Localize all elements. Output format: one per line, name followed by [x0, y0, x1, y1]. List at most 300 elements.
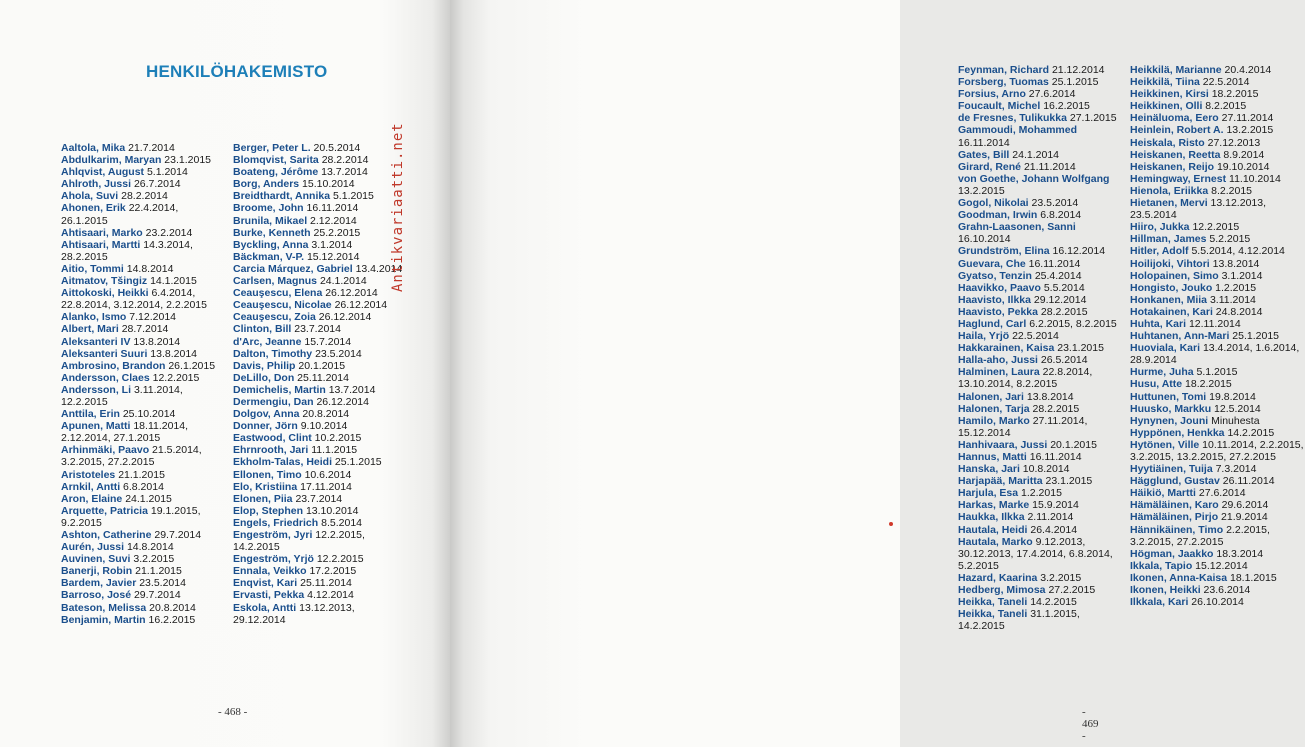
index-entry — [61, 384, 226, 408]
entry-name: von Goethe, Johann Wolfgang — [958, 172, 1110, 185]
entry-name: Abdulkarim, Maryan — [61, 154, 162, 167]
index-entry — [61, 553, 226, 565]
entry-dates: 21.11.2014 — [1023, 160, 1076, 173]
entry-name: Elonen, Piia — [233, 492, 293, 505]
index-entry — [233, 287, 403, 299]
index-entry — [61, 323, 226, 335]
entry-dates: 17.2.2015 — [309, 565, 357, 578]
entry-dates: 14.2.2015 — [1030, 596, 1077, 609]
entry-name: Haavisto, Ilkka — [958, 293, 1031, 306]
entry-dates: 16.2.2015 — [148, 613, 196, 626]
entry-dates: 28.2.2014 — [121, 190, 168, 203]
entry-name: Hongisto, Jouko — [1130, 281, 1213, 294]
entry-name: Huusko, Markku — [1130, 402, 1212, 415]
entry-dates: 9.10.2014 — [300, 420, 348, 433]
entry-name: Burke, Kenneth — [233, 226, 311, 239]
index-entry — [61, 154, 226, 166]
entry-name: Halminen, Laura — [958, 366, 1040, 379]
entry-dates: 23.5.2014 — [315, 347, 362, 360]
entry-dates: 29.12.2014 — [1033, 293, 1087, 306]
index-entry — [1130, 245, 1305, 257]
index-entry — [958, 487, 1128, 499]
index-entry — [233, 336, 403, 348]
index-entry — [61, 190, 226, 202]
entry-name: Heikkilä, Tiina — [1130, 76, 1200, 89]
index-entry — [61, 444, 226, 468]
entry-name: Berger, Peter L. — [233, 142, 311, 154]
entry-dates: 2.11.2014 — [1027, 511, 1074, 524]
entry-name: Haila, Yrjö — [958, 330, 1010, 343]
entry-name: Häikiö, Martti — [1130, 487, 1196, 500]
entry-name: Gyatso, Tenzin — [958, 269, 1032, 282]
entry-name: Eastwood, Clint — [233, 432, 312, 445]
entry-dates: 27.2.2015 — [1048, 584, 1096, 597]
entry-name: Hiiro, Jukka — [1130, 221, 1190, 234]
entry-dates: 13.8.2014 — [1026, 390, 1074, 403]
entry-name: Hurme, Juha — [1130, 366, 1194, 379]
index-entry — [1130, 282, 1305, 294]
index-entry — [958, 330, 1128, 342]
index-entry — [61, 275, 226, 287]
index-entry — [958, 342, 1128, 354]
entry-name: Forsius, Arno — [958, 88, 1026, 101]
entry-dates: 14.3.2014, 28.2.2015 — [61, 238, 193, 263]
index-entry — [1130, 463, 1305, 475]
entry-name: Hitler, Adolf — [1130, 245, 1189, 258]
entry-name: Halla-aho, Jussi — [958, 354, 1038, 367]
index-entry — [1130, 233, 1305, 245]
entry-name: Foucault, Michel — [958, 100, 1041, 113]
index-title: HENKILÖHAKEMISTO — [146, 62, 328, 81]
entry-dates: 15.12.2014 — [1195, 559, 1248, 572]
index-entry — [958, 499, 1128, 511]
entry-name: Hakkarainen, Kaisa — [958, 342, 1055, 355]
entry-dates: 12.2.2015 — [152, 371, 200, 384]
entry-dates: 23.5.2014 — [1031, 197, 1079, 210]
index-entry — [233, 481, 403, 493]
entry-name: Hanhivaara, Jussi — [958, 438, 1048, 451]
entry-name: Grahn-Laasonen, Sanni — [958, 221, 1076, 234]
entry-name: Gogol, Nikolai — [958, 197, 1029, 210]
entry-dates: 16.11.2014 — [306, 202, 359, 215]
entry-name: Ahlroth, Jussi — [61, 178, 132, 191]
entry-dates: 14.1.2015 — [150, 275, 197, 288]
index-entry — [233, 263, 403, 275]
index-entry — [958, 463, 1128, 475]
entry-dates: 22.8.2014, 13.10.2014, 8.2.2015 — [958, 366, 1093, 391]
index-entry — [958, 270, 1128, 282]
entry-dates: 12.2.2015 — [316, 553, 364, 566]
index-entry — [233, 299, 403, 311]
index-entry — [1130, 524, 1305, 548]
entry-name: Aitmatov, Tšingiz — [61, 275, 148, 288]
entry-dates: 6.8.2014 — [1040, 209, 1082, 222]
entry-name: Enqvist, Kari — [233, 577, 298, 590]
index-entry — [1130, 197, 1305, 221]
entry-dates: 17.11.2014 — [300, 480, 352, 493]
entry-name: Haglund, Carl — [958, 317, 1027, 330]
index-entry — [958, 161, 1128, 173]
index-entry — [233, 469, 403, 481]
entry-dates: 22.4.2014, 26.1.2015 — [61, 202, 179, 227]
index-entry — [1130, 342, 1305, 366]
index-entry — [1130, 173, 1305, 185]
entry-name: Engeström, Jyri — [233, 529, 313, 541]
index-entry — [1130, 572, 1305, 584]
entry-dates: 29.6.2014 — [1221, 499, 1269, 512]
entry-name: Haavikko, Paavo — [958, 281, 1041, 294]
index-entry — [61, 142, 226, 154]
entry-name: Benjamin, Martin — [61, 613, 146, 626]
entry-dates: 13.2.2015 — [958, 184, 1005, 197]
entry-name: Ahlqvist, August — [61, 166, 145, 179]
entry-dates: 13.7.2014 — [321, 166, 368, 179]
entry-name: Hazard, Kaarina — [958, 571, 1038, 584]
index-entry — [61, 263, 226, 275]
entry-name: Ambrosino, Brandon — [61, 359, 166, 372]
index-entry — [1130, 149, 1305, 161]
entry-name: Hamilo, Marko — [958, 414, 1030, 427]
entry-name: DeLillo, Don — [233, 371, 295, 384]
entry-dates: 23.5.2014 — [139, 577, 186, 590]
index-entry — [61, 178, 226, 190]
entry-name: Heinlein, Robert A. — [1130, 124, 1224, 137]
index-entry — [958, 221, 1128, 245]
entry-name: Hautala, Heidi — [958, 523, 1028, 536]
entry-name: Huoviala, Kari — [1130, 342, 1201, 355]
entry-dates: 22.5.2014 — [1012, 330, 1059, 343]
entry-name: Hotakainen, Kari — [1130, 305, 1213, 318]
entry-name: Andersson, Claes — [61, 371, 150, 384]
entry-dates: 13.2.2015 — [1226, 124, 1274, 137]
entry-name: Bardem, Javier — [61, 577, 137, 590]
index-entry — [1130, 76, 1305, 88]
entry-name: Davis, Philip — [233, 359, 296, 372]
entry-dates: 12.2.2015, 14.2.2015 — [233, 529, 365, 554]
entry-name: Heikka, Taneli — [958, 608, 1028, 621]
entry-name: Apunen, Matti — [61, 420, 131, 433]
entry-dates: 8.2.2015 — [1211, 184, 1252, 197]
index-entry — [233, 142, 403, 154]
entry-name: Hanska, Jari — [958, 463, 1020, 476]
index-entry — [233, 589, 403, 601]
entry-name: d'Arc, Jeanne — [233, 335, 302, 348]
entry-dates: 8.2.2015 — [1205, 100, 1247, 113]
index-entry — [233, 311, 403, 323]
index-entry — [1130, 511, 1305, 523]
index-entry — [1130, 596, 1305, 608]
entry-name: Hytönen, Ville — [1130, 438, 1200, 451]
entry-dates: 13.4.2014, 1.6.2014, 28.9.2014 — [1130, 342, 1300, 367]
entry-dates: 28.2.2015 — [1032, 402, 1080, 415]
index-entry — [958, 149, 1128, 161]
entry-dates: 27.6.2014 — [1198, 487, 1246, 500]
index-entry — [233, 420, 403, 432]
entry-dates: 3.11.2014 — [1209, 293, 1256, 306]
entry-name: Harjula, Esa — [958, 487, 1019, 500]
entry-dates: 16.11.2014 — [1028, 257, 1081, 270]
entry-name: Banerji, Robin — [61, 565, 133, 578]
entry-name: Hannus, Matti — [958, 451, 1027, 463]
left-column-1 — [61, 142, 226, 626]
entry-name: Brunila, Mikael — [233, 214, 308, 227]
entry-dates: 25.1.2015 — [1232, 330, 1279, 343]
entry-name: Engels, Friedrich — [233, 516, 319, 529]
entry-name: Arnkil, Antti — [61, 480, 121, 493]
entry-dates: 6.2.2015, 8.2.2015 — [1029, 317, 1117, 330]
entry-dates: 24.1.2014 — [319, 275, 367, 288]
index-entry — [233, 444, 403, 456]
entry-dates: 5.1.2015 — [332, 190, 374, 203]
entry-dates: 25.2.2015 — [313, 226, 361, 239]
entry-dates: 5.5.2014, 4.12.2014 — [1191, 245, 1285, 258]
entry-name: Halonen, Jari — [958, 390, 1024, 403]
index-entry — [233, 432, 403, 444]
entry-name: Clinton, Bill — [233, 323, 292, 336]
entry-name: Hillman, James — [1130, 233, 1207, 246]
index-entry — [958, 112, 1128, 124]
entry-name: Ilkkala, Kari — [1130, 596, 1189, 609]
entry-dates: 16.2.2015 — [1043, 100, 1090, 113]
entry-dates: 15.12.2014 — [306, 250, 360, 263]
index-entry — [1130, 475, 1305, 487]
entry-name: Blomqvist, Sarita — [233, 154, 319, 167]
entry-name: Heiskanen, Reetta — [1130, 148, 1221, 161]
entry-dates: 26.12.2014 — [318, 311, 372, 324]
index-entry — [958, 173, 1128, 197]
entry-dates: 21.12.2014 — [1051, 64, 1105, 76]
entry-name: Byckling, Anna — [233, 238, 309, 251]
index-entry — [1130, 294, 1305, 306]
index-entry — [958, 209, 1128, 221]
entry-name: Ervasti, Pekka — [233, 589, 305, 602]
entry-name: Hägglund, Gustav — [1130, 475, 1220, 488]
index-entry — [958, 354, 1128, 366]
entry-name: Aron, Elaine — [61, 492, 123, 505]
entry-name: Hyppönen, Henkka — [1130, 426, 1225, 439]
entry-dates: 25.1.2015 — [1051, 76, 1099, 89]
entry-name: Heikkinen, Olli — [1130, 100, 1203, 113]
entry-name: Aitio, Tommi — [61, 262, 124, 275]
entry-dates: 13.12.2013, 23.5.2014 — [1130, 197, 1266, 222]
entry-dates: 12.2.2015 — [1192, 221, 1240, 234]
entry-name: Ceauşescu, Zoia — [233, 311, 316, 324]
entry-dates: 3.1.2014 — [311, 238, 353, 251]
red-mark — [889, 522, 893, 526]
index-entry — [61, 348, 226, 360]
entry-dates: 13.10.2014 — [305, 504, 359, 517]
index-entry — [958, 100, 1128, 112]
entry-name: Hyytiäinen, Tuija — [1130, 463, 1213, 476]
entry-dates: 6.8.2014 — [123, 480, 164, 493]
entry-name: Engeström, Yrjö — [233, 553, 314, 566]
index-entry — [61, 336, 226, 348]
entry-dates: 13.12.2013, 29.12.2014 — [233, 601, 355, 626]
entry-name: Ahtisaari, Marko — [61, 226, 143, 239]
entry-name: de Fresnes, Tulikukka — [958, 112, 1067, 125]
entry-name: Dermengiu, Dan — [233, 395, 314, 408]
index-entry — [61, 565, 226, 577]
index-entry — [958, 439, 1128, 451]
entry-dates: 26.1.2015 — [168, 359, 216, 372]
entry-dates: 13.8.2014 — [133, 335, 181, 348]
entry-name: Aleksanteri IV — [61, 335, 131, 348]
entry-dates: 15.10.2014 — [302, 178, 355, 191]
index-entry — [233, 348, 403, 360]
entry-dates: 21.1.2015 — [135, 565, 182, 578]
entry-name: Andersson, Li — [61, 383, 132, 396]
index-entry — [233, 190, 403, 202]
entry-dates: 18.3.2014 — [1216, 547, 1264, 560]
right-page — [450, 0, 1304, 747]
entry-name: Arhinmäki, Paavo — [61, 444, 150, 457]
entry-dates: 21.7.2014 — [128, 142, 175, 154]
entry-dates: 27.1.2015 — [1069, 112, 1117, 125]
entry-dates: 24.8.2014 — [1215, 305, 1263, 318]
entry-dates: 20.5.2014 — [313, 142, 361, 154]
entry-name: Alanko, Ismo — [61, 311, 127, 324]
entry-dates: 25.4.2014 — [1034, 269, 1082, 282]
index-entry — [1130, 499, 1305, 511]
index-entry — [61, 239, 226, 263]
index-entry — [233, 227, 403, 239]
index-entry — [61, 202, 226, 226]
index-entry — [958, 318, 1128, 330]
entry-dates: Minuhesta — [1211, 414, 1260, 427]
index-entry — [233, 553, 403, 565]
entry-dates: 22.5.2014 — [1202, 76, 1250, 89]
entry-dates: 10.11.2014, 2.2.2015, 3.2.2015, 13.2.2015, 27.2.2015 — [1130, 438, 1304, 463]
index-entry — [958, 294, 1128, 306]
entry-name: Broome, John — [233, 202, 304, 215]
index-entry — [1130, 161, 1305, 173]
entry-dates: 15.9.2014 — [1032, 499, 1079, 512]
index-entry — [1130, 221, 1305, 233]
index-entry — [958, 596, 1128, 608]
entry-dates: 3.1.2014 — [1221, 269, 1263, 282]
entry-dates: 1.2.2015 — [1215, 281, 1257, 294]
entry-dates: 27.12.2013 — [1207, 136, 1261, 149]
entry-name: Auvinen, Suvi — [61, 553, 131, 566]
entry-dates: 9.12.2013, 30.12.2013, 17.4.2014, 6.8.2014, 5.2.2015 — [958, 535, 1113, 572]
entry-dates: 7.3.2014 — [1215, 463, 1257, 476]
entry-dates: 23.7.2014 — [295, 492, 343, 505]
page-number-left: - 468 - — [218, 706, 248, 718]
entry-dates: 15.7.2014 — [304, 335, 352, 348]
index-entry — [958, 124, 1128, 148]
index-entry — [1130, 64, 1305, 76]
entry-dates: 5.1.2014 — [146, 166, 188, 179]
index-entry — [233, 360, 403, 372]
index-entry — [61, 614, 226, 626]
entry-name: Heiskala, Risto — [1130, 136, 1205, 149]
entry-dates: 21.1.2015 — [118, 468, 165, 481]
entry-name: Heiskanen, Reijo — [1130, 160, 1215, 173]
index-entry — [233, 384, 403, 396]
index-entry — [233, 408, 403, 420]
entry-name: Heikkilä, Marianne — [1130, 64, 1222, 76]
index-entry — [1130, 391, 1305, 403]
entry-name: Dalton, Timothy — [233, 347, 313, 360]
index-entry — [1130, 560, 1305, 572]
index-entry — [958, 282, 1128, 294]
entry-name: Gates, Bill — [958, 148, 1010, 161]
entry-name: Heikka, Taneli — [958, 596, 1028, 609]
entry-name: Ikonen, Heikki — [1130, 584, 1201, 597]
entry-dates: 2.2.2015, 3.2.2015, 27.2.2015 — [1130, 523, 1270, 548]
entry-dates: 2.12.2014 — [310, 214, 357, 227]
entry-dates: 20.1.2015 — [298, 359, 346, 372]
entry-name: Elo, Kristiina — [233, 480, 298, 493]
entry-name: Holopainen, Simo — [1130, 269, 1219, 282]
entry-name: Carlsen, Magnus — [233, 275, 318, 288]
index-entry — [233, 202, 403, 214]
entry-dates: 8.9.2014 — [1223, 148, 1265, 161]
entry-name: Harkas, Marke — [958, 499, 1030, 512]
index-entry — [233, 154, 403, 166]
entry-name: Ahonen, Erik — [61, 202, 126, 215]
index-entry — [1130, 88, 1305, 100]
index-entry — [958, 258, 1128, 270]
index-entry — [958, 391, 1128, 403]
entry-dates: 26.11.2014 — [1222, 475, 1275, 488]
index-entry — [1130, 378, 1305, 390]
right-column-1 — [958, 64, 1128, 632]
index-entry — [1130, 270, 1305, 282]
entry-dates: 25.10.2014 — [122, 408, 176, 421]
entry-name: Hienola, Eriikka — [1130, 184, 1209, 197]
index-entry — [1130, 439, 1305, 463]
entry-name: Högman, Jaakko — [1130, 547, 1214, 560]
index-entry — [958, 366, 1128, 390]
entry-dates: 12.11.2014 — [1188, 317, 1241, 330]
entry-dates: 13.7.2014 — [328, 383, 376, 396]
entry-name: Huhta, Kari — [1130, 317, 1187, 330]
entry-name: Breidthardt, Annika — [233, 190, 331, 203]
entry-name: Ikkala, Tapio — [1130, 559, 1193, 572]
index-entry — [61, 420, 226, 444]
entry-dates: 12.5.2014 — [1214, 402, 1261, 415]
entry-name: Arquette, Patricia — [61, 504, 148, 517]
index-entry — [233, 396, 403, 408]
entry-dates: 24.1.2014 — [1012, 148, 1059, 161]
entry-name: Ikonen, Anna-Kaisa — [1130, 571, 1228, 584]
entry-dates: 26.7.2014 — [133, 178, 181, 191]
index-entry — [61, 372, 226, 384]
entry-dates: 26.12.2014 — [334, 299, 388, 312]
page-number-right: - 469 - — [1082, 706, 1099, 742]
entry-dates: 23.6.2014 — [1203, 584, 1251, 597]
entry-dates: 16.12.2014 — [1052, 245, 1106, 258]
entry-name: Hoilijoki, Vihtori — [1130, 257, 1210, 270]
entry-dates: 3.11.2014, 12.2.2015 — [61, 383, 183, 408]
index-entry — [61, 493, 226, 505]
entry-name: Barroso, José — [61, 589, 132, 602]
entry-name: Aleksanteri Suuri — [61, 347, 148, 360]
entry-dates: 28.2.2015 — [1040, 305, 1088, 318]
entry-name: Ehrnrooth, Jari — [233, 444, 309, 457]
index-entry — [958, 306, 1128, 318]
index-entry — [61, 577, 226, 589]
entry-name: Boateng, Jérôme — [233, 166, 319, 179]
entry-name: Aaltola, Mika — [61, 142, 126, 154]
entry-dates: 21.9.2014 — [1221, 511, 1268, 524]
entry-name: Halonen, Tarja — [958, 402, 1030, 415]
index-entry — [233, 239, 403, 251]
index-entry — [233, 565, 403, 577]
entry-dates: 23.1.2015 — [1057, 342, 1104, 355]
entry-dates: 18.2.2015 — [1211, 88, 1259, 101]
